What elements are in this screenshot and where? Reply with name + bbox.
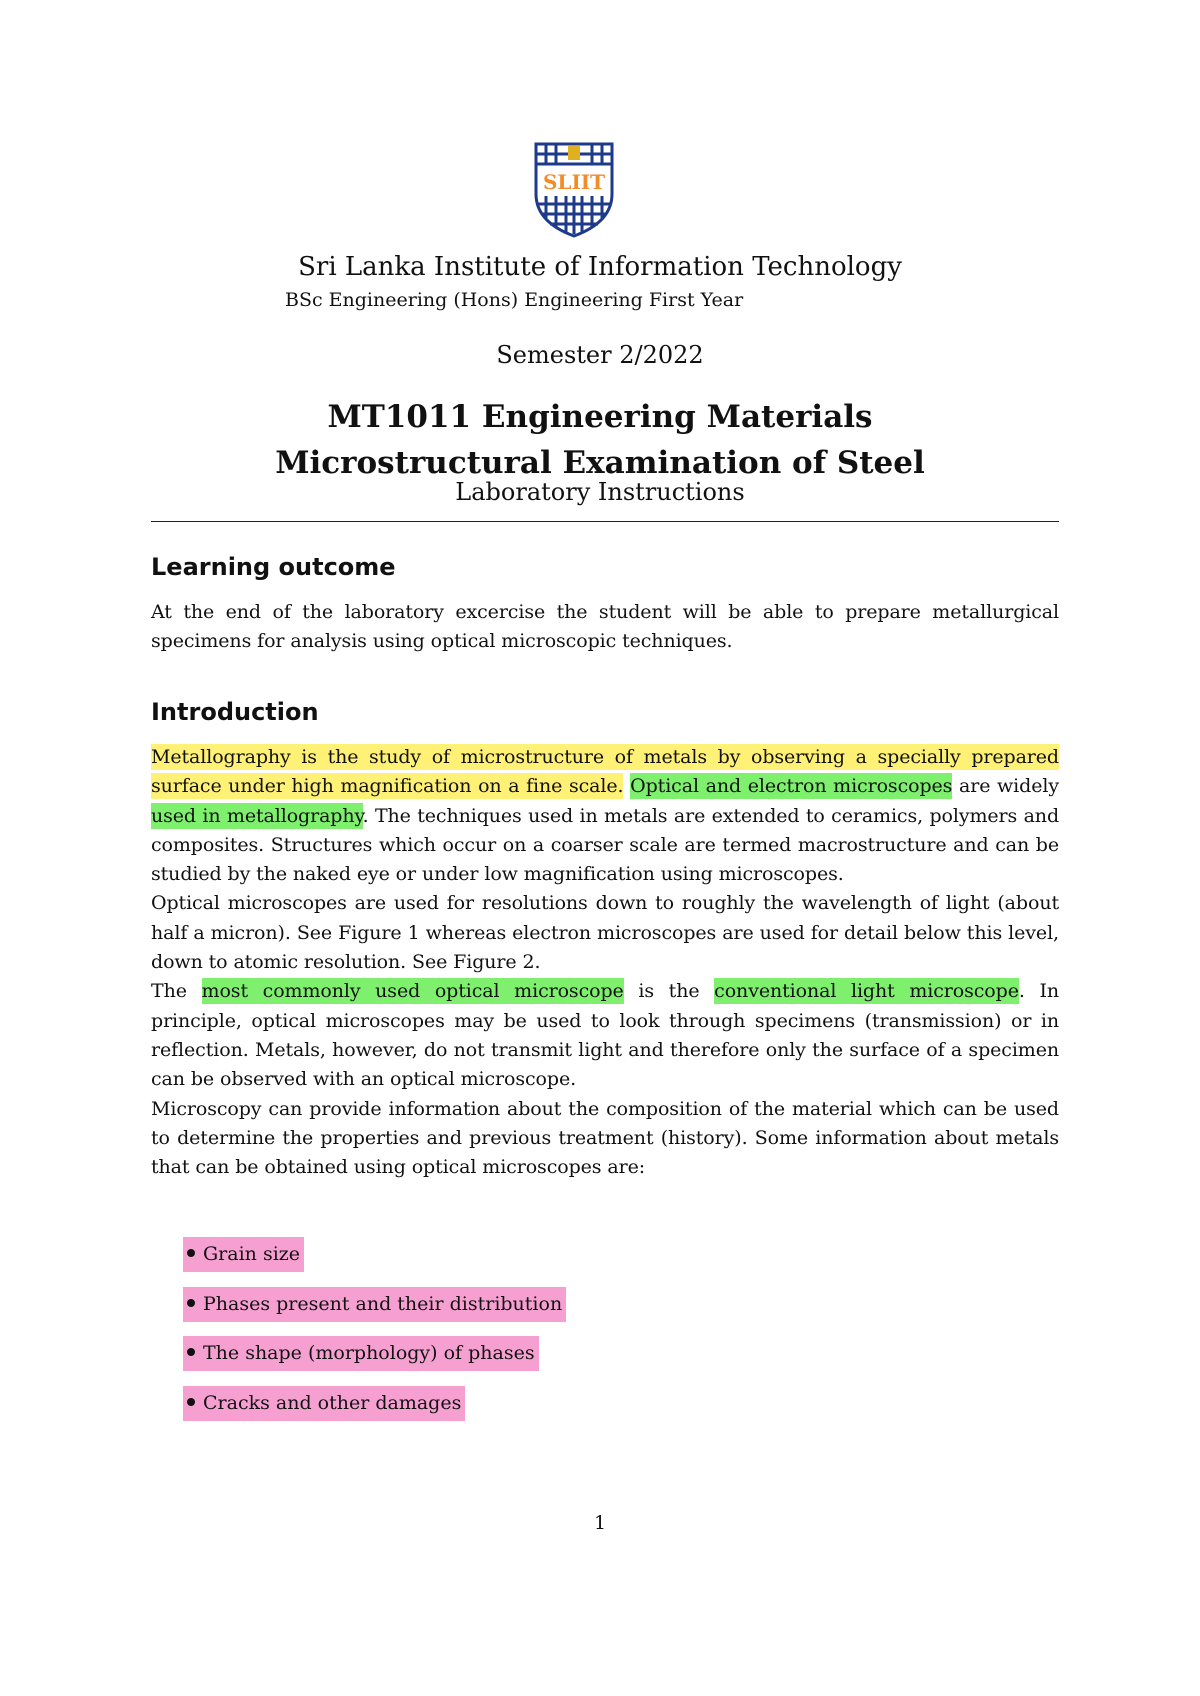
bullet-icon bbox=[187, 1398, 195, 1406]
text-span: The bbox=[151, 980, 202, 1003]
intro-paragraph-3 bbox=[151, 977, 1059, 1094]
text-span: are widely bbox=[952, 775, 1059, 798]
title-divider bbox=[151, 521, 1059, 522]
highlight-green: conventional light microscope bbox=[714, 980, 1019, 1003]
list-item-text: Phases present and their distribution bbox=[203, 1292, 563, 1315]
list-item bbox=[183, 1386, 566, 1436]
list-item-text: Grain size bbox=[203, 1243, 301, 1265]
intro-paragraph-2: Optical microscopes are used for resolutions down to roughly the wavelength of light (about half a micron). See Figure 1 whereas electron microscopes are used for detail below this level, down to atomic resolution. See Figure 2. bbox=[151, 892, 1059, 974]
text-span: . The techniques used in metals are extended to ceramics, polymers and composites. Structures which occur on a coarser scale are termed macrostructure and can be studied by the naked eye or under low magnification using microscopes. bbox=[151, 804, 1060, 886]
list-item bbox=[183, 1336, 566, 1386]
institute-name: Sri Lanka Institute of Information Technology bbox=[298, 252, 902, 282]
list-item bbox=[183, 1287, 566, 1337]
course-title: MT1011 Engineering Materials bbox=[327, 399, 873, 435]
highlight-yellow: Metallography is the study of microstructure of metals by observing a specially prepared surface under high magnification on a fine scale. bbox=[151, 746, 1059, 798]
introduction-body bbox=[151, 743, 1059, 1182]
programme-name: BSc Engineering (Hons) Engineering First Year bbox=[285, 289, 744, 311]
bullet-icon bbox=[187, 1348, 195, 1356]
highlight-green: most commonly used optical microscope bbox=[201, 980, 624, 1003]
text-span: . In principle, optical microscopes may be used to look through specimens (transmission) or in reflection. Metals, however, do not transmit light and therefore only the surface of a specimen can be observed with an optical microscope. bbox=[151, 980, 1060, 1091]
introduction-heading: Introduction bbox=[151, 698, 319, 726]
text-span: is the bbox=[623, 980, 715, 1003]
highlight-green: used in metallography bbox=[151, 804, 363, 827]
bullet-list bbox=[183, 1237, 566, 1435]
lab-title: Microstructural Examination of Steel bbox=[275, 445, 925, 481]
learning-outcome-text bbox=[151, 598, 1059, 657]
bullet-icon bbox=[187, 1249, 195, 1257]
intro-paragraph-1 bbox=[151, 743, 1059, 889]
intro-paragraph-4: Microscopy can provide information about the composition of the material which can be used to determine the properties and previous treatment (history). Some information about metals that can be obtained using optical microscopes are: bbox=[151, 1097, 1059, 1179]
list-item bbox=[183, 1237, 566, 1287]
sliit-logo bbox=[532, 140, 616, 238]
learning-outcome-paragraph: At the end of the laboratory excercise the student will be able to prepare metallurgical specimens for analysis using optical microscopic techniques. bbox=[151, 601, 1059, 653]
learning-outcome-heading: Learning outcome bbox=[151, 553, 396, 581]
highlight-green: Optical and electron microscopes bbox=[630, 775, 953, 798]
list-item-text: The shape (morphology) of phases bbox=[203, 1342, 535, 1364]
semester: Semester 2/2022 bbox=[496, 341, 704, 369]
lab-subtitle: Laboratory Instructions bbox=[455, 478, 745, 506]
course-title-block bbox=[0, 394, 1200, 486]
list-item-text: Cracks and other damages bbox=[203, 1391, 462, 1414]
bullet-icon bbox=[187, 1299, 195, 1307]
page-number: 1 bbox=[593, 1512, 607, 1534]
svg-text:SLIIT: SLIIT bbox=[542, 170, 606, 194]
